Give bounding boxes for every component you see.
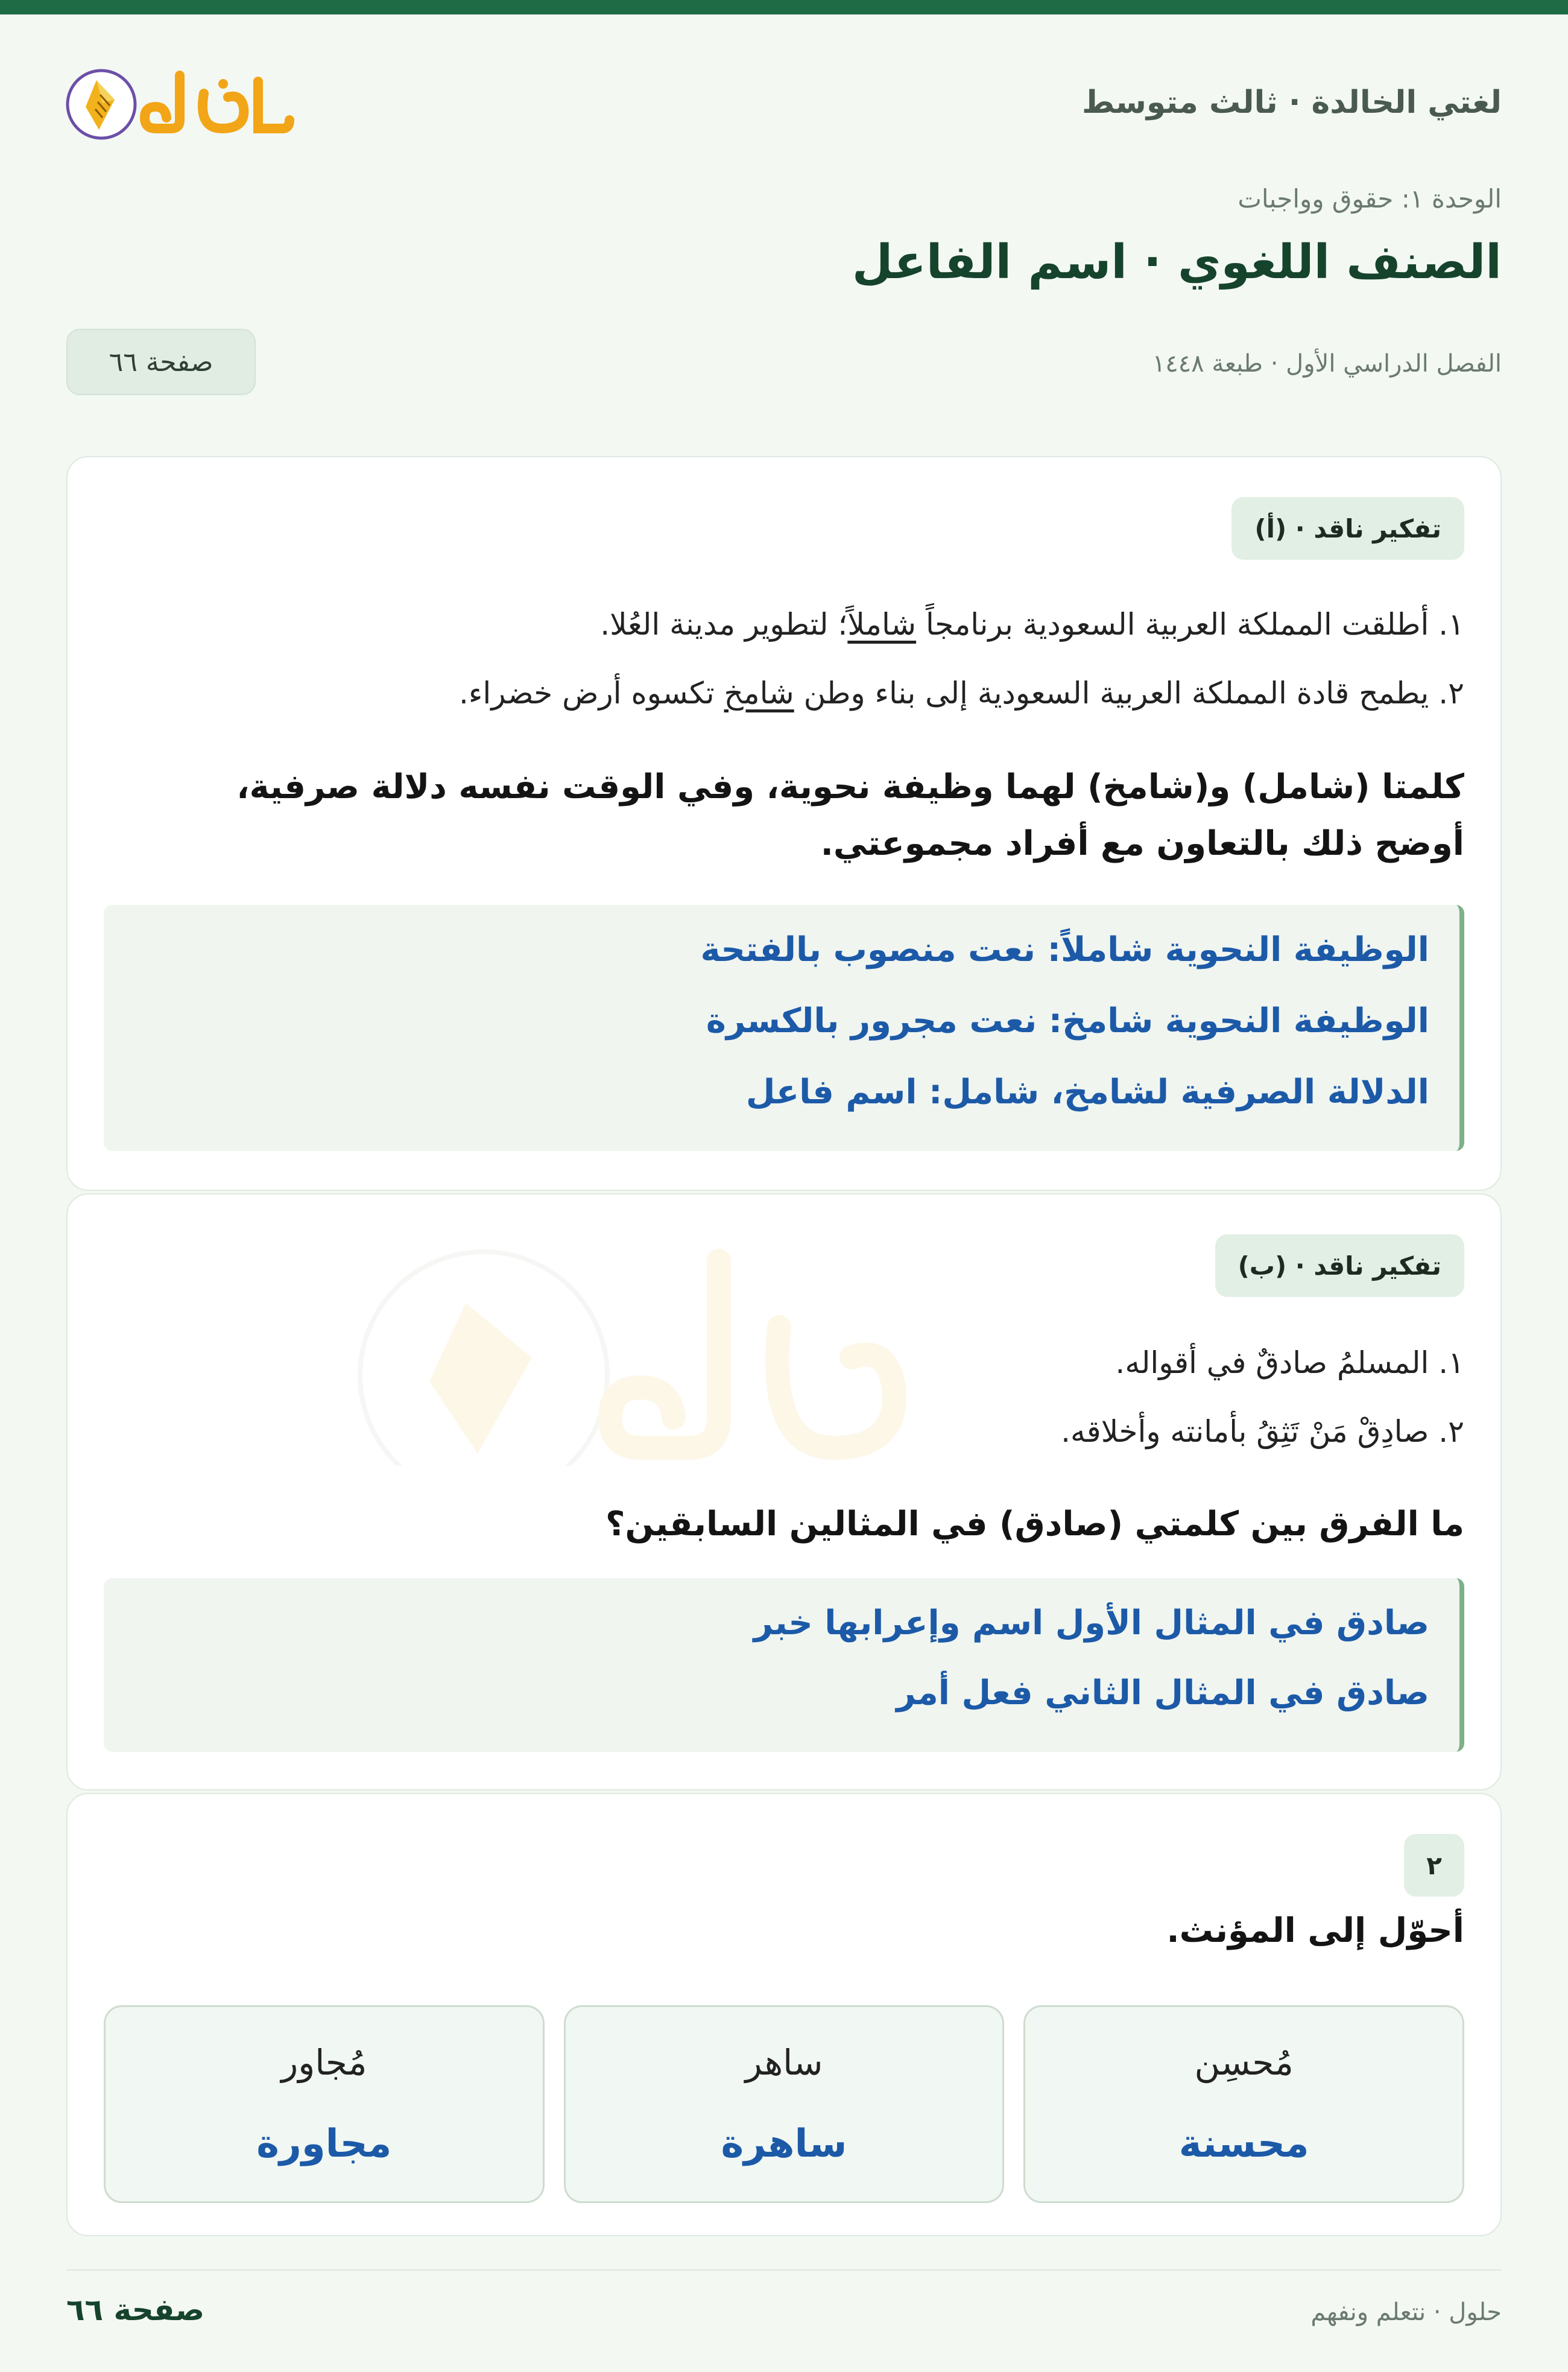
answer-box <box>104 905 1464 1151</box>
example-text: ٢. يطمح قادة المملكة العربية السعودية إلى بناء وطن <box>794 676 1464 711</box>
example-text: ؛ لتطوير مدينة العُلا. <box>600 607 848 642</box>
question-line: كلمتا (شامل) و(شامخ) لهما وظيفة نحوية، وفي الوقت نفسه دلالة صرفية، <box>236 767 1464 807</box>
top-accent-bar <box>0 0 1568 14</box>
question-text <box>101 759 1464 872</box>
word-card <box>1023 2005 1464 2203</box>
question-line: أوضح ذلك بالتعاون مع أفراد مجموعتي. <box>820 824 1464 863</box>
page-number-badge: صفحة ٦٦ <box>66 329 256 395</box>
critical-thinking-a-card <box>66 456 1502 1191</box>
word-original: ساهر <box>745 2042 823 2083</box>
section-tag-a: تفكير ناقد · (أ) <box>1231 497 1464 560</box>
question-text: ما الفرق بين كلمتي (صادق) في المثالين السابقين؟ <box>605 1505 1464 1544</box>
section-tag-b: تفكير ناقد · (ب) <box>1215 1234 1464 1297</box>
answer-line: الدلالة الصرفية لشامخ، شامل: اسم فاعل <box>745 1073 1429 1112</box>
footer-page-number: صفحة ٦٦ <box>66 2292 205 2327</box>
example-sentence-1 <box>600 607 1464 642</box>
underlined-word: شامخ <box>724 676 794 711</box>
question-text: أحوّل إلى المؤنث. <box>1166 1911 1464 1950</box>
watermark-logo <box>357 1237 960 1466</box>
word-card <box>564 2005 1005 2203</box>
exercise-number-tag: ٢ <box>1404 1834 1464 1897</box>
word-answer: مجاورة <box>256 2122 392 2166</box>
book-title: لغتي الخالدة · ثالث متوسط <box>1082 84 1502 121</box>
answer-line: صادق في المثال الأول اسم وإعرابها خبر <box>753 1603 1429 1643</box>
example-sentence-2: ٢. صادِقْ مَنْ تَثِقُ بأمانته وأخلاقه. <box>1061 1414 1464 1449</box>
word-original: مُجاور <box>281 2042 367 2083</box>
footer-divider <box>66 2269 1502 2271</box>
term-label: الفصل الدراسي الأول · طبعة ١٤٤٨ <box>1152 350 1502 378</box>
word-original: مُحسِن <box>1194 2042 1294 2083</box>
footer-brand: حلول · نتعلم ونفهم <box>1310 2298 1502 2326</box>
critical-thinking-b-card <box>66 1193 1502 1790</box>
example-text: ١. أطلقت المملكة العربية السعودية برنامجاً <box>916 607 1464 642</box>
word-answer: محسنة <box>1178 2122 1309 2166</box>
page-title: الصنف اللغوي · اسم الفاعل <box>852 235 1502 290</box>
answer-box <box>104 1578 1464 1752</box>
example-text: تكسوه أرض خضراء. <box>459 676 724 711</box>
underlined-word: شاملاً <box>847 607 917 642</box>
exercise-2-card <box>66 1793 1502 2236</box>
unit-label: الوحدة ١: حقوق وواجبات <box>1238 184 1502 214</box>
answer-line: صادق في المثال الثاني فعل أمر <box>896 1673 1429 1713</box>
word-grid <box>104 2005 1464 2203</box>
answer-line: الوظيفة النحوية شامخ: نعت مجرور بالكسرة <box>706 1001 1429 1041</box>
word-card <box>104 2005 545 2203</box>
hulool-logo <box>65 57 294 148</box>
example-sentence-2 <box>459 676 1464 711</box>
word-answer: ساهرة <box>721 2122 847 2166</box>
answer-line: الوظيفة النحوية شاملاً: نعت منصوب بالفتحة <box>700 930 1429 969</box>
example-sentence-1: ١. المسلمُ صادقٌ في أقواله. <box>1115 1345 1464 1380</box>
